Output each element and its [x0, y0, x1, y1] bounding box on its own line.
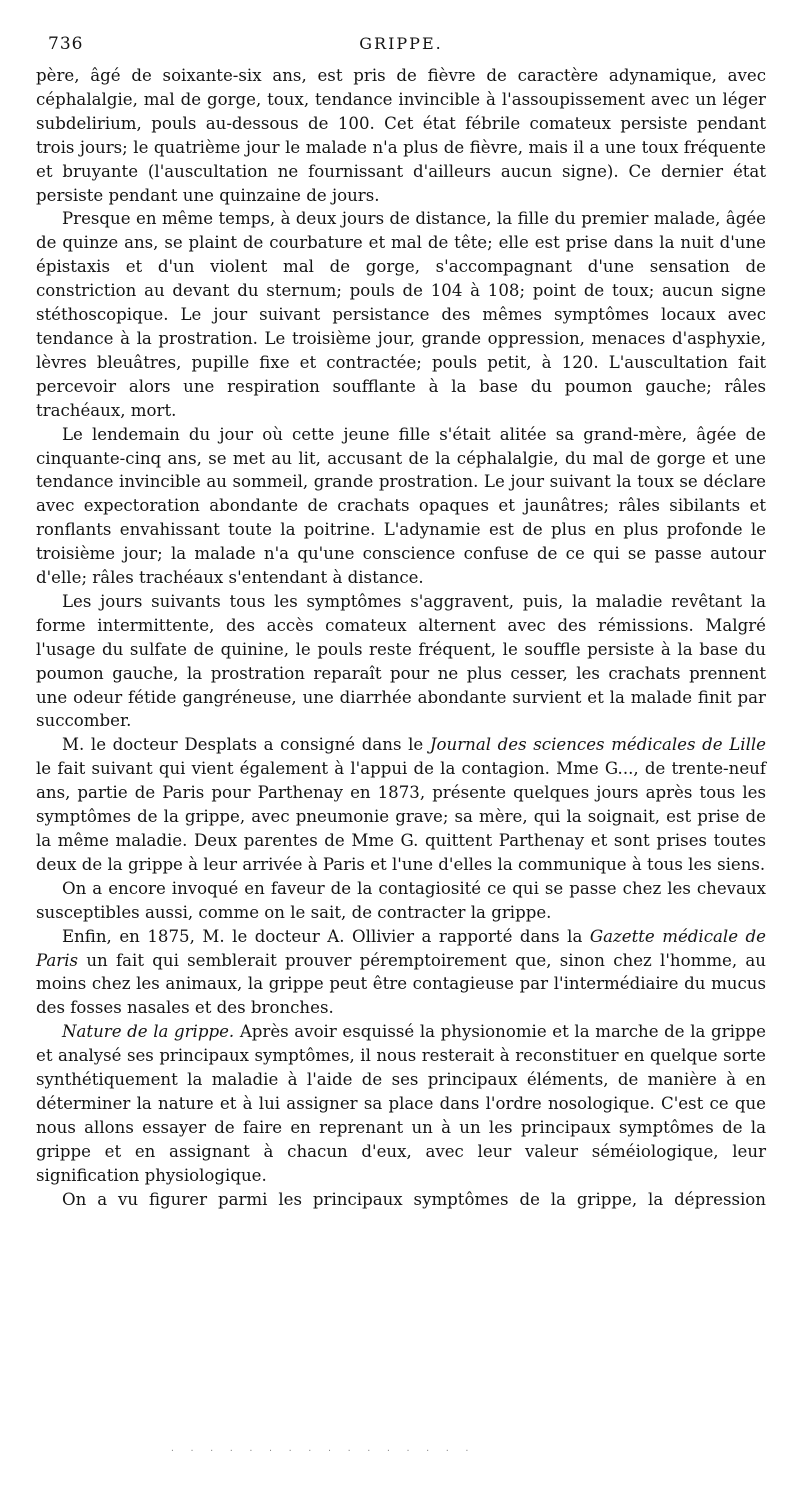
text-segment: Après avoir esquissé la physionomie et la marche de la grippe et analysé ses principaux symptômes, il nous resterait à reconstituer en quelque sorte synthétiquement la maladie à l'aide de ses principaux éléments, de manière à en déterminer la nature et à lui assigner sa place dans l'ordre nosologique. C'est ce que nous allons essayer de faire en reprenant un à un les principaux symptômes de la grippe et en assignant à chacun d'eux, avec leur valeur séméiologique, leur signification physiologique. [36, 1022, 766, 1185]
italic-text-segment: Journal des sciences médicales de Lille [429, 735, 766, 755]
paragraph [36, 207, 766, 422]
scan-artifact-dots: · · · · · · · · · · · · · · · · [170, 1446, 475, 1455]
book-page [36, 28, 766, 1212]
text-segment: On a encore invoqué en faveur de la contagiosité ce qui se passe chez les chevaux susceptibles aussi, comme on le sait, de contracter la grippe. [36, 878, 766, 922]
text-segment: Le lendemain du jour où cette jeune fille s'était alitée sa grand-mère, âgée de cinquante-cinq ans, se met au lit, accusant de la céphalalgie, du mal de gorge et une tendance invincible au sommeil, grande prostration. Le jour suivant la toux se déclare avec expectoration abondante de crachats opaques et jaunâtres; râles sibilants et ronflants envahissant toute la poitrine. L'adynamie est de plus en plus profonde le troisième jour; la malade n'a qu'une conscience confuse de ce qui se passe autour d'elle; râles trachéaux s'entendant à distance. [36, 424, 766, 588]
text-segment: le fait suivant qui vient également à l'appui de la contagion. Mme G..., de trente-neuf ans, partie de Paris pour Parthenay en 1873, présente quelques jours après tous les symptômes de la grippe, avec pneumonie grave; sa mère, qui la soignait, est prise de la même maladie. Deux parentes de Mme G. quittent Parthenay et sont prises toutes deux de la grippe à leur arrivée à Paris et l'une d'elles la communique à tous les siens. [36, 759, 766, 874]
running-title: GRIPPE. [359, 34, 443, 53]
text-segment: père, âgé de soixante-six ans, est pris de fièvre de caractère adynamique, avec céphalalgie, mal de gorge, toux, tendance invincible à l'assoupissement avec un léger subdelirium, pouls au-dessous de 100. Cet état fébrile comateux persiste pendant trois jours; le quatrième jour le malade n'a plus de fièvre, mais il a une toux fréquente et bruyante (l'auscultation ne fournissant d'ailleurs aucun signe). Ce dernier état persiste pendant une quinzaine de jours. [36, 66, 766, 205]
paragraph [36, 64, 766, 207]
text-segment: M. le docteur Desplats a consigné dans le [62, 735, 430, 755]
text-segment: un fait qui semblerait prouver péremptoirement que, sinon chez l'homme, au moins chez les animaux, la grippe peut être contagieuse par l'intermédiaire du mucus des fosses nasales et des bronches. [36, 950, 766, 1018]
page-header [36, 28, 766, 58]
body-text [36, 64, 766, 1212]
paragraph [36, 877, 766, 925]
paragraph [36, 1188, 766, 1212]
paragraph [36, 1020, 766, 1187]
italic-text-segment: Nature de la grippe. [62, 1022, 235, 1042]
italic-text-segment: Gazette médicale de Paris [36, 926, 766, 970]
text-segment: Les jours suivants tous les symptômes s'aggravent, puis, la maladie revêtant la forme intermittente, des accès comateux alternent avec des rémissions. Malgré l'usage du sulfate de quinine, le pouls reste fréquent, le souffle persiste à la base du poumon gauche, la prostration reparaît pour ne plus cesser, les crachats prennent une odeur fétide gangréneuse, une diarrhée abondante survient et la malade finit par succomber. [36, 591, 766, 731]
page-number: 736 [48, 34, 84, 54]
paragraph [36, 925, 766, 1021]
paragraph [36, 590, 766, 733]
paragraph [36, 423, 766, 590]
text-segment: Presque en même temps, à deux jours de distance, la fille du premier malade, âgée de quinze ans, se plaint de courbature et mal de tête; elle est prise dans la nuit d'une épistaxis et d'un violent mal de gorge, s'accompagnant d'une sensation de constriction au devant du sternum; pouls de 104 à 108; point de toux; aucun signe stéthoscopique. Le jour suivant persistance des mêmes symptômes locaux avec tendance à la prostration. Le troisième jour, grande oppression, menaces d'asphyxie, lèvres bleuâtres, pupille fixe et contractée; pouls petit, à 120. L'auscultation fait percevoir alors une respiration soufflante à la base du poumon gauche; râles trachéaux, mort. [36, 209, 766, 420]
text-segment: Enfin, en 1875, M. le docteur A. Ollivier a rapporté dans la [62, 926, 590, 946]
text-segment: On a vu figurer parmi les principaux symptômes de la grippe, la dépression [62, 1189, 766, 1209]
paragraph [36, 733, 766, 876]
